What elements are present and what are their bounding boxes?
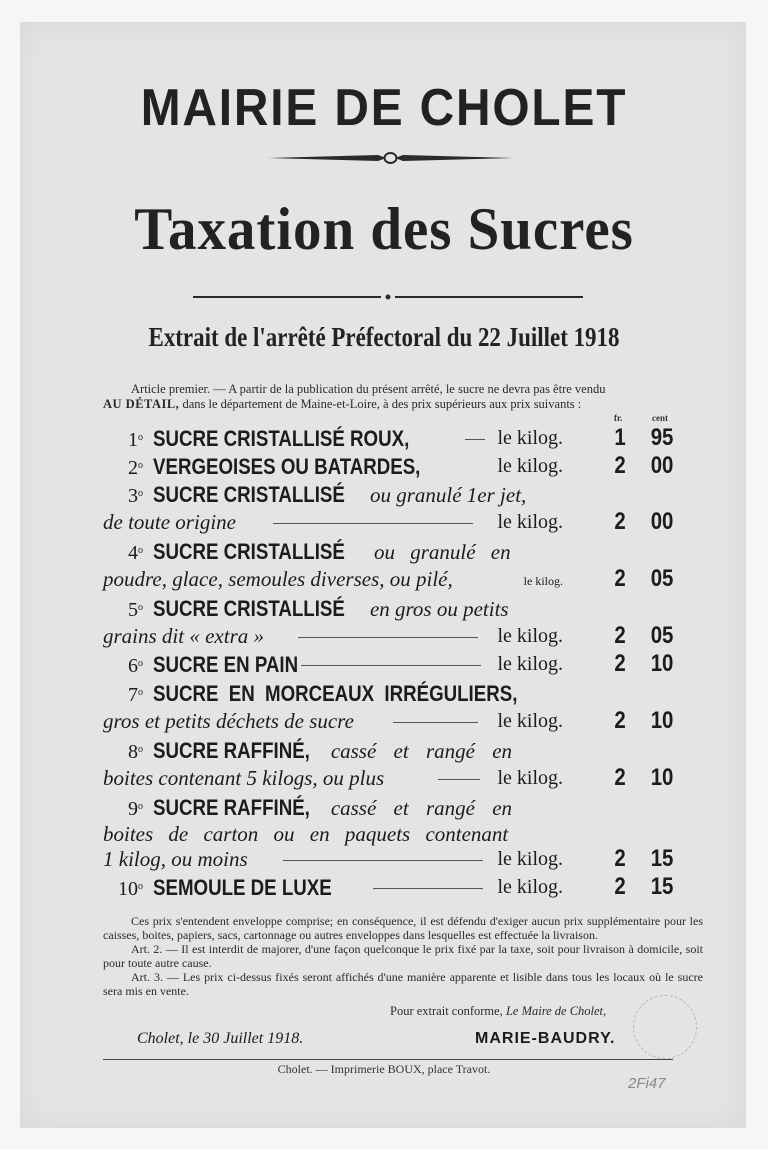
note-article-2: Art. 2. — Il est interdit de majorer, d'une façon quelconque le prix fixé par la taxe, soit pour livraison à domicile, soit pour toute autre cause. (103, 942, 703, 970)
price-cent-4: 05 (650, 565, 674, 592)
price-item-8: 8$^o$ SUCRE RAFFINÉ, cassé et rangé en (128, 738, 513, 763)
item-name: SUCRE CRISTALLISÉ (153, 539, 345, 564)
place-date: Cholet, le 30 Juillet 1918. (137, 1030, 304, 1047)
articles-notes (103, 914, 703, 998)
item-name: SUCRE CRISTALLISÉ (153, 596, 345, 621)
poster-heading: Taxation des Sucres (134, 196, 634, 262)
price-item-7-cont: gros et petits déchets de sucre le kilog. (103, 709, 563, 733)
col-header-fr: fr. (614, 413, 623, 423)
price-fr-9: 2 (614, 845, 626, 872)
price-fr-4: 2 (614, 565, 626, 592)
intro-line-1: Article premier. — A partir de la publication du présent arrêté, le sucre ne devra pas être vendu (131, 382, 606, 396)
price-item-5: 5$^o$ SUCRE CRISTALLISÉ en gros ou petits (128, 596, 509, 621)
ornament-divider-icon (268, 150, 513, 166)
note-article-3: Art. 3. — Les prix ci-dessus fixés seront affichés d'une manière apparente et lisible dans tous les locaux où le sucre sera mis en vente. (103, 970, 703, 998)
price-item-4-cont: poudre, glace, semoules diverses, ou pilé, le kilog. (103, 567, 563, 591)
price-cent-7: 10 (650, 707, 674, 734)
archive-reference: 2Fi47 (628, 1075, 666, 1092)
price-item-10: 10$^o$ SEMOULE DE LUXE le kilog. (118, 875, 563, 900)
item-name: SUCRE EN MORCEAUX IRRÉGULIERS, (153, 681, 518, 706)
price-item-9: 9$^o$ SUCRE RAFFINÉ, cassé et rangé en (128, 795, 513, 820)
rule-divider-icon (193, 294, 583, 300)
price-item-2: 2$^o$ VERGEOISES OU BATARDES, le kilog. (128, 454, 563, 479)
price-fr-1: 1 (614, 424, 626, 451)
price-item-1: 1$^o$ SUCRE CRISTALLISÉ ROUX, le kilog. (128, 426, 563, 451)
decree-subtitle: Extrait de l'arrêté Préfectoral du 22 Juillet 1918 (148, 322, 620, 352)
price-cent-10: 15 (650, 873, 674, 900)
price-cent-6: 10 (650, 650, 674, 677)
price-fr-8: 2 (614, 764, 626, 791)
item-name: SUCRE RAFFINÉ, (153, 738, 310, 763)
item-name: VERGEOISES OU BATARDES, (153, 454, 421, 479)
item-name: SUCRE RAFFINÉ, (153, 795, 310, 820)
price-item-3: 3$^o$ SUCRE CRISTALLISÉ ou granulé 1er jet, (128, 482, 527, 507)
price-fr-3: 2 (614, 508, 626, 535)
note-enveloppe: Ces prix s'entendent enveloppe comprise; en conséquence, il est défendu d'exiger aucun prix supplémentaire pour les caisses, boites, papiers, sacs, cartonnage ou autres enveloppes dans lesquelles est effectuée la livraison. (103, 914, 703, 942)
stamp-icon (633, 995, 697, 1059)
certification-line: Pour extrait conforme, Le Maire de Cholet, (390, 1004, 607, 1018)
intro-line-2: dans le département de Maine-et-Loire, à des prix supérieurs aux prix suivants : (179, 397, 582, 411)
price-fr-5: 2 (614, 622, 626, 649)
price-cent-5: 05 (650, 622, 674, 649)
price-fr-2: 2 (614, 452, 626, 479)
price-cent-9: 15 (650, 845, 674, 872)
article-intro (103, 382, 678, 412)
price-item-4: 4$^o$ SUCRE CRISTALLISÉ ou granulé en (128, 539, 511, 564)
intro-bold: AU DÉTAIL, (103, 397, 180, 411)
item-name: SEMOULE DE LUXE (153, 875, 332, 900)
price-item-9-cont2: 1 kilog, ou moins le kilog. (103, 847, 563, 871)
price-item-6: 6$^o$ SUCRE EN PAIN le kilog. (128, 652, 563, 677)
price-item-5-cont: grains dit « extra » le kilog. (103, 624, 563, 648)
price-fr-10: 2 (614, 873, 626, 900)
price-fr-7: 2 (614, 707, 626, 734)
price-item-9-cont: boites de carton ou en paquets contenant (103, 822, 509, 846)
footer-rule (103, 1059, 673, 1060)
price-cent-2: 00 (650, 452, 674, 479)
mayor-signature: MARIE-BAUDRY. (475, 1030, 616, 1047)
price-cent-8: 10 (650, 764, 674, 791)
price-cent-1: 95 (650, 424, 674, 451)
item-name: SUCRE CRISTALLISÉ ROUX, (153, 426, 410, 451)
item-name: SUCRE CRISTALLISÉ (153, 482, 345, 507)
printer-imprint: Cholet. — Imprimerie BOUX, place Travot. (277, 1062, 491, 1076)
price-item-3-cont: de toute origine le kilog. (103, 510, 563, 534)
price-item-8-cont: boites contenant 5 kilogs, ou plus le kilog. (103, 766, 563, 790)
price-item-7: 7$^o$ SUCRE EN MORCEAUX IRRÉGULIERS, (128, 681, 518, 706)
price-fr-6: 2 (614, 650, 626, 677)
col-header-cent: cent (652, 413, 668, 423)
item-name: SUCRE EN PAIN (153, 652, 299, 677)
price-cent-3: 00 (650, 508, 674, 535)
poster-title: MAIRIE DE CHOLET (140, 79, 628, 137)
